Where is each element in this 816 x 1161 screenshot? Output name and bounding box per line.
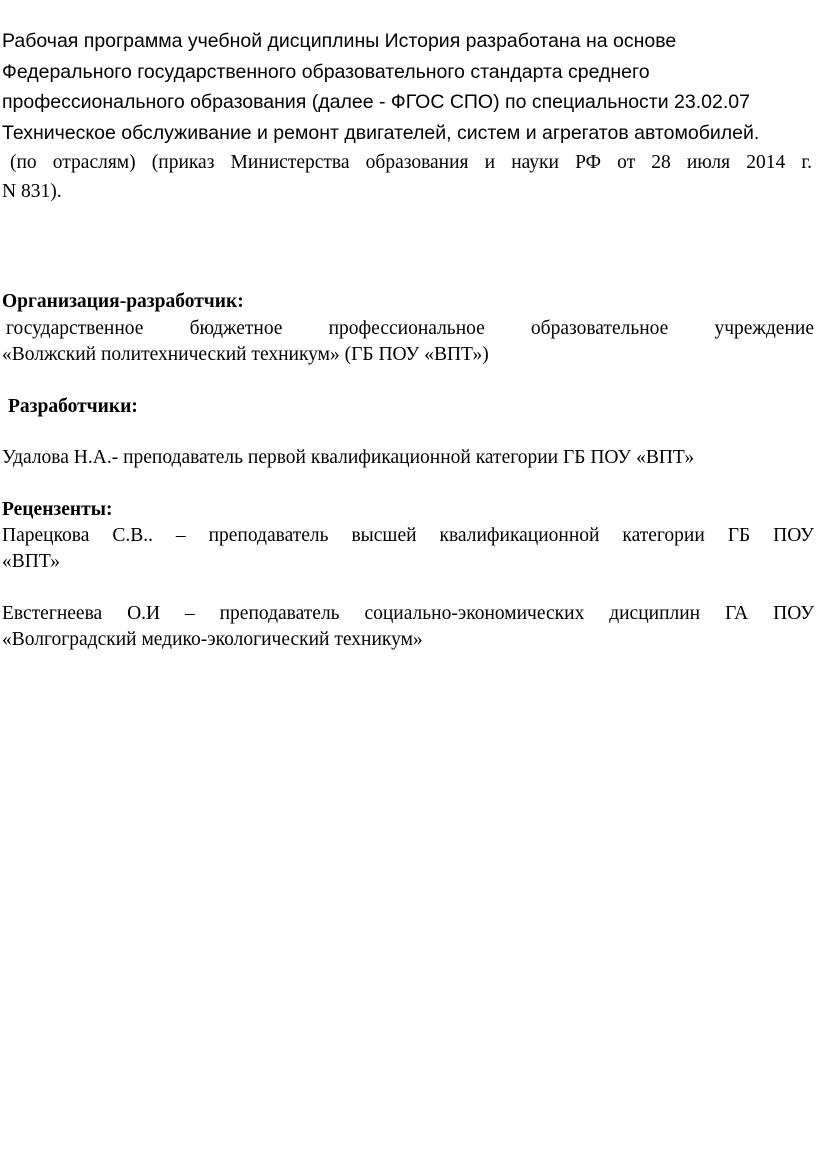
reviewer-2-line-2: «Волгоградский медико-экологический техникум»: [2, 629, 423, 650]
developers-heading: Разработчики:: [8, 396, 138, 417]
intro-paragraph: [2, 26, 812, 205]
reviewer-1-line-1: Парецкова С.В.. – преподаватель высшей квалификационной категории ГБ ПОУ: [2, 525, 814, 546]
reviewer-2-line-1: Евстегнеева О.И – преподаватель социально-экономических дисциплин ГА ПОУ: [2, 603, 814, 624]
organization-line-2: «Волжский политехнический техникум» (ГБ ПОУ «ВПТ»): [2, 344, 489, 365]
intro-line-6: N 831).: [2, 180, 62, 202]
organization-heading: Организация-разработчик:: [2, 291, 244, 312]
intro-line-2: Федерального государственного образовательного стандарта среднего: [2, 60, 650, 83]
reviewer-1-line-2: «ВПТ»: [2, 551, 60, 572]
reviewers-heading: Рецензенты:: [2, 499, 113, 520]
intro-line-4: Техническое обслуживание и ремонт двигателей, систем и агрегатов автомобилей.: [2, 121, 760, 144]
organization-line-1: государственное бюджетное профессиональное образовательное учреждение: [6, 318, 814, 339]
intro-line-5: (по отраслям) (приказ Министерства образования и науки РФ от 28 июля 2014 г.: [10, 152, 812, 173]
intro-line-1: Рабочая программа учебной дисциплины История разработана на основе: [2, 30, 677, 52]
developer-entry: Удалова Н.А.- преподаватель первой квалификационной категории ГБ ПОУ «ВПТ»: [2, 447, 695, 468]
reviewer-entry-1: [2, 523, 814, 575]
organization-body: [2, 316, 814, 368]
reviewer-entry-2: [2, 601, 814, 653]
intro-line-3: профессионального образования (далее - ФГОС СПО) по специальности 23.02.07: [2, 91, 750, 113]
